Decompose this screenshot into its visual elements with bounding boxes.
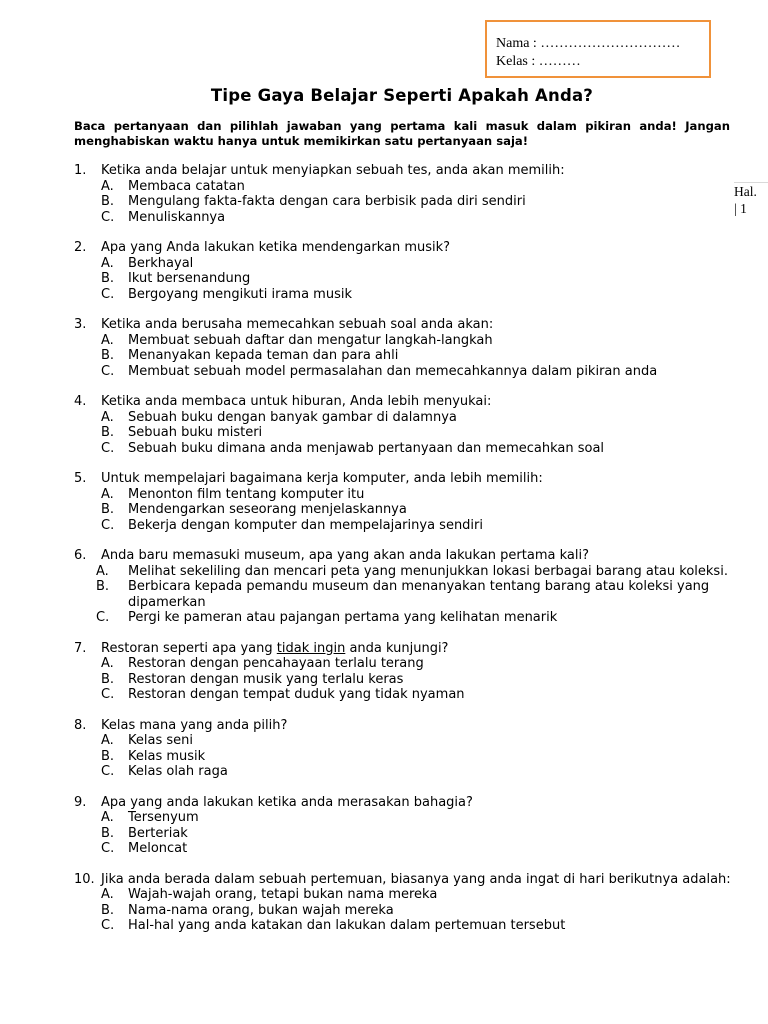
question-text: Apa yang Anda lakukan ketika mendengarkan musik?: [101, 240, 451, 255]
answer-option: [74, 579, 754, 610]
question-number: 5.: [74, 471, 87, 486]
option-text: Ikut bersenandung: [128, 271, 251, 286]
answer-option: [74, 672, 754, 688]
option-text: Kelas musik: [128, 748, 206, 764]
option-text: Restoran dengan musik yang terlalu keras: [128, 671, 404, 687]
question-item: [74, 240, 754, 302]
option-letter: C.: [101, 841, 115, 856]
option-text: Mendengarkan seseorang menjelaskannya: [128, 502, 407, 517]
option-letter: A.: [101, 178, 114, 194]
option-text: Melihat sekeliling dan mencari peta yang menunjukkan lokasi berbagai barang atau koleksi.: [128, 563, 728, 579]
option-letter: C.: [101, 517, 115, 533]
option-letter: B.: [101, 348, 115, 363]
answer-option: [74, 179, 754, 195]
name-field-label: Nama : …………………………: [496, 36, 681, 51]
option-letter: B.: [101, 271, 115, 286]
question-item: [74, 718, 754, 780]
option-text: Meloncat: [128, 841, 188, 856]
option-text: Nama-nama orang, bukan wajah mereka: [128, 902, 394, 918]
question-item: [74, 317, 754, 379]
question-number: 8.: [74, 717, 87, 733]
answer-option: [74, 841, 754, 857]
question-text: Untuk mempelajari bagaimana kerja komputer, anda lebih memilih:: [101, 471, 543, 486]
instruction-text: Baca pertanyaan dan pilihlah jawaban yang pertama kali masuk dalam pikiran anda! Jangan menghabiskan waktu hanya untuk memikirkan satu pertanyaan saja!: [74, 119, 730, 148]
option-text: Kelas seni: [128, 733, 193, 748]
question-text: Ketika anda berusaha memecahkan sebuah soal anda akan:: [101, 317, 494, 332]
option-letter: B.: [101, 194, 115, 209]
option-letter: B.: [101, 671, 115, 687]
answer-option: [74, 656, 754, 672]
option-text: Menonton film tentang komputer itu: [128, 486, 365, 502]
answer-option: [74, 502, 754, 518]
question-number: 9.: [74, 794, 87, 810]
question-item: [74, 471, 754, 533]
option-letter: B.: [101, 502, 115, 517]
option-letter: A.: [101, 656, 114, 671]
answer-option: [74, 810, 754, 826]
question-text-emphasis: tidak ingin: [276, 640, 346, 656]
class-field-label: Kelas : ………: [496, 54, 581, 69]
option-letter: C.: [101, 440, 115, 456]
page-title: Tipe Gaya Belajar Seperti Apakah Anda?: [210, 86, 594, 105]
answer-option: [74, 441, 754, 457]
question-number: 4.: [74, 394, 87, 409]
question-number: 3.: [74, 317, 87, 332]
option-text: Membuat sebuah daftar dan mengatur langkah-langkah: [128, 332, 493, 348]
option-text: Pergi ke pameran atau pajangan pertama yang kelihatan menarik: [128, 610, 558, 625]
question-item: [74, 548, 754, 626]
option-letter: B.: [101, 425, 115, 440]
option-letter: A.: [101, 810, 114, 825]
option-letter: C.: [101, 918, 115, 933]
page-marker-label: Hal.: [734, 184, 757, 199]
option-letter: A.: [101, 332, 114, 348]
option-letter: B.: [101, 902, 115, 918]
answer-option: [74, 903, 754, 919]
answer-option: [74, 749, 754, 765]
page-number: | 1: [734, 200, 747, 216]
answer-option: [74, 348, 754, 364]
answer-option: [74, 194, 754, 210]
option-text: Bergoyang mengikuti irama musik: [128, 286, 352, 302]
question-number: 10.: [74, 871, 95, 887]
question-text: [101, 641, 754, 657]
option-text: Hal-hal yang anda katakan dan lakukan dalam pertemuan tersebut: [128, 918, 566, 933]
answer-option: [74, 826, 754, 842]
question-text: Anda baru memasuki museum, apa yang akan anda lakukan pertama kali?: [101, 548, 589, 563]
option-letter: C.: [101, 687, 115, 702]
question-text: Jika anda berada dalam sebuah pertemuan, biasanya yang anda ingat di hari berikutnya adalah:: [101, 871, 731, 887]
answer-option: [74, 564, 754, 580]
question-text: Kelas mana yang anda pilih?: [101, 717, 288, 733]
answer-option: [74, 487, 754, 503]
option-text: Menanyakan kepada teman dan para ahli: [128, 348, 399, 363]
option-text: Restoran dengan tempat duduk yang tidak nyaman: [128, 687, 465, 702]
answer-option: [74, 410, 754, 426]
option-letter: B.: [101, 825, 115, 841]
option-letter: A.: [101, 486, 114, 502]
answer-option: [74, 518, 754, 534]
question-item: [74, 641, 754, 703]
option-letter: B.: [101, 748, 115, 764]
option-text: Mengulang fakta-fakta dengan cara berbisik pada diri sendiri: [128, 194, 526, 209]
question-number: 7.: [74, 640, 87, 656]
answer-option: [74, 364, 754, 380]
option-text: Menuliskannya: [128, 209, 226, 225]
option-text: Bekerja dengan komputer dan mempelajarinya sendiri: [128, 517, 483, 533]
option-letter: A.: [101, 733, 114, 748]
option-text: Wajah-wajah orang, tetapi bukan nama mereka: [128, 887, 438, 902]
answer-option: [74, 918, 754, 934]
question-item: [74, 872, 754, 934]
question-number: 1.: [74, 163, 87, 178]
option-text: Membuat sebuah model permasalahan dan memecahkannya dalam pikiran anda: [128, 363, 658, 379]
name-class-box: [485, 20, 711, 78]
question-item: [74, 394, 754, 456]
option-text: Berteriak: [128, 825, 188, 841]
option-letter: A.: [101, 887, 114, 902]
option-text: Berkhayal: [128, 255, 194, 271]
option-text: Berbicara kepada pemandu museum dan menanyakan tentang barang atau koleksi yang dipamerkan: [128, 579, 710, 610]
answer-option: [74, 610, 754, 626]
answer-option: [74, 256, 754, 272]
answer-option: [74, 333, 754, 349]
question-number: 6.: [74, 548, 87, 563]
answer-option: [74, 887, 754, 903]
question-item: [74, 795, 754, 857]
option-text: Restoran dengan pencahayaan terlalu terang: [128, 656, 424, 671]
option-text: Sebuah buku dimana anda menjawab pertanyaan dan memecahkan soal: [128, 440, 605, 456]
question-text-part: Restoran seperti apa yang: [101, 640, 277, 656]
option-text: Tersenyum: [128, 810, 199, 825]
option-letter: A.: [101, 255, 114, 271]
option-letter: C.: [101, 286, 115, 302]
option-letter: C.: [101, 209, 115, 225]
answer-option: [74, 733, 754, 749]
question-item: [74, 163, 754, 225]
answer-option: [74, 764, 754, 780]
option-text: Sebuah buku misteri: [128, 425, 263, 440]
question-text: Ketika anda membaca untuk hiburan, Anda lebih menyukai:: [101, 394, 492, 409]
question-list: [74, 163, 754, 949]
option-letter: B.: [96, 579, 110, 594]
option-text: Membaca catatan: [128, 178, 245, 194]
question-text: Ketika anda belajar untuk menyiapkan sebuah tes, anda akan memilih:: [101, 163, 565, 178]
option-letter: A.: [101, 409, 114, 425]
answer-option: [74, 210, 754, 226]
question-text: Apa yang anda lakukan ketika anda merasakan bahagia?: [101, 794, 473, 810]
answer-option: [74, 687, 754, 703]
option-letter: C.: [101, 363, 115, 379]
option-letter: A.: [96, 563, 109, 579]
question-text-part: anda kunjungi?: [345, 640, 449, 656]
question-number: 2.: [74, 240, 87, 255]
option-text: Sebuah buku dengan banyak gambar di dalamnya: [128, 409, 457, 425]
answer-option: [74, 271, 754, 287]
option-letter: C.: [101, 764, 115, 779]
option-letter: C.: [96, 610, 110, 625]
option-text: Kelas olah raga: [128, 764, 228, 779]
answer-option: [74, 287, 754, 303]
answer-option: [74, 425, 754, 441]
